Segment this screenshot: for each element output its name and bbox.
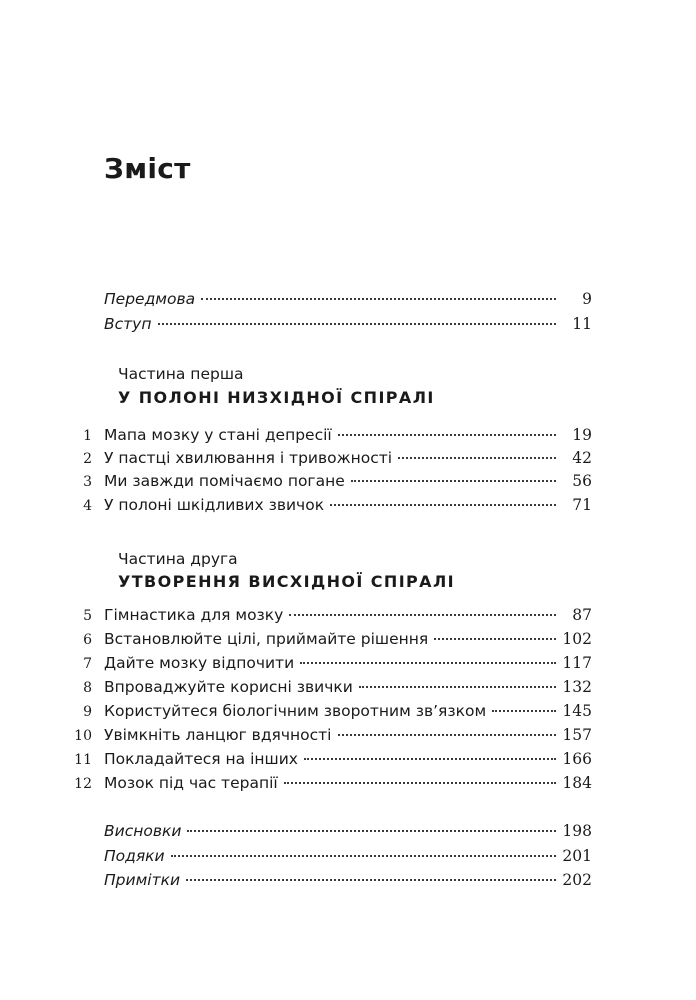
toc-entry-notes[interactable] [60, 869, 592, 891]
toc-entry-label: Примітки [104, 871, 181, 889]
toc-entry-page: 87 [572, 606, 592, 624]
chapter-number: 10 [74, 728, 92, 744]
toc-entry-page: 201 [562, 847, 592, 865]
dot-leader [158, 323, 557, 325]
chapter-number: 9 [83, 704, 92, 720]
toc-entry-page: 11 [572, 315, 592, 333]
toc-entry-introduction[interactable] [60, 313, 592, 335]
dot-leader [338, 734, 557, 736]
toc-entry-page: 166 [562, 750, 592, 768]
toc-entry-page: 56 [572, 472, 592, 490]
toc-entry-chapter-9[interactable] [60, 700, 592, 722]
toc-entry-page: 145 [562, 702, 592, 720]
toc-entry-page: 42 [572, 449, 592, 467]
toc-entry-page: 9 [582, 290, 592, 308]
toc-entry-page: 117 [562, 654, 592, 672]
toc-entry-page: 157 [562, 726, 592, 744]
toc-entry-page: 71 [572, 496, 592, 514]
dot-leader [330, 504, 556, 506]
toc-entry-page: 184 [562, 774, 592, 792]
toc-entry-chapter-3[interactable] [60, 470, 592, 492]
chapter-number: 2 [83, 451, 92, 467]
toc-entry-label: Мапа мозку у стані депресії [104, 426, 332, 444]
part-2-kicker: Частина друга [118, 550, 238, 568]
dot-leader [304, 758, 556, 760]
dot-leader [186, 879, 556, 881]
toc-entry-label: Висновки [104, 822, 182, 840]
toc-entry-label: Гімнастика для мозку [104, 606, 284, 624]
dot-leader [434, 638, 556, 640]
chapter-number: 11 [74, 752, 92, 768]
toc-entry-page: 202 [562, 871, 592, 889]
dot-leader [187, 830, 556, 832]
toc-entry-label: Вступ [104, 315, 152, 333]
toc-entry-label: Впроваджуйте корисні звички [104, 678, 353, 696]
toc-entry-chapter-11[interactable] [60, 748, 592, 770]
toc-entry-page: 198 [562, 822, 592, 840]
toc-entry-chapter-7[interactable] [60, 652, 592, 674]
toc-entry-page: 19 [572, 426, 592, 444]
part-2-title[interactable]: УТВОРЕННЯ ВИСХІДНОЇ СПІРАЛІ [118, 572, 455, 591]
toc-entry-label: Покладайтеся на інших [104, 750, 298, 768]
dot-leader [300, 662, 556, 664]
dot-leader [398, 457, 556, 459]
dot-leader [201, 298, 556, 300]
toc-entry-label: Увімкніть ланцюг вдячності [104, 726, 332, 744]
dot-leader [289, 614, 556, 616]
chapter-number: 12 [74, 776, 92, 792]
toc-entry-chapter-10[interactable] [60, 724, 592, 746]
toc-entry-label: Ми завжди помічаємо погане [104, 472, 345, 490]
chapter-number: 8 [83, 680, 92, 696]
toc-entry-label: У пастці хвилювання і тривожності [104, 449, 393, 467]
toc-entry-acknowledgements[interactable] [60, 845, 592, 867]
toc-entry-preface[interactable] [60, 288, 592, 310]
dot-leader [171, 855, 556, 857]
toc-entry-chapter-1[interactable] [60, 424, 592, 446]
dot-leader [338, 434, 556, 436]
page-title: Зміст [104, 152, 191, 185]
toc-entry-label: Встановлюйте цілі, приймайте рішення [104, 630, 429, 648]
dot-leader [284, 782, 556, 784]
toc-entry-label: У полоні шкідливих звичок [104, 496, 325, 514]
toc-entry-chapter-6[interactable] [60, 628, 592, 650]
part-1-title[interactable]: У ПОЛОНІ НИЗХІДНОЇ СПІРАЛІ [118, 388, 435, 407]
dot-leader [492, 710, 556, 712]
chapter-number: 3 [83, 474, 92, 490]
toc-entry-chapter-12[interactable] [60, 772, 592, 794]
toc-entry-label: Подяки [104, 847, 165, 865]
toc-entry-label: Користуйтеся біологічним зворотним зв’язком [104, 702, 487, 720]
toc-entry-chapter-8[interactable] [60, 676, 592, 698]
toc-entry-label: Передмова [104, 290, 196, 308]
part-1-kicker: Частина перша [118, 365, 244, 383]
chapter-number: 7 [83, 656, 92, 672]
toc-entry-page: 102 [562, 630, 592, 648]
chapter-number: 4 [83, 498, 92, 514]
toc-entry-label: Мозок під час терапії [104, 774, 278, 792]
dot-leader [359, 686, 556, 688]
toc-entry-page: 132 [562, 678, 592, 696]
chapter-number: 1 [83, 428, 92, 444]
toc-entry-chapter-4[interactable] [60, 494, 592, 516]
chapter-number: 6 [83, 632, 92, 648]
dot-leader [351, 480, 556, 482]
toc-entry-label: Дайте мозку відпочити [104, 654, 295, 672]
toc-entry-conclusions[interactable] [60, 820, 592, 842]
chapter-number: 5 [83, 608, 92, 624]
toc-entry-chapter-2[interactable] [60, 447, 592, 469]
toc-entry-chapter-5[interactable] [60, 604, 592, 626]
